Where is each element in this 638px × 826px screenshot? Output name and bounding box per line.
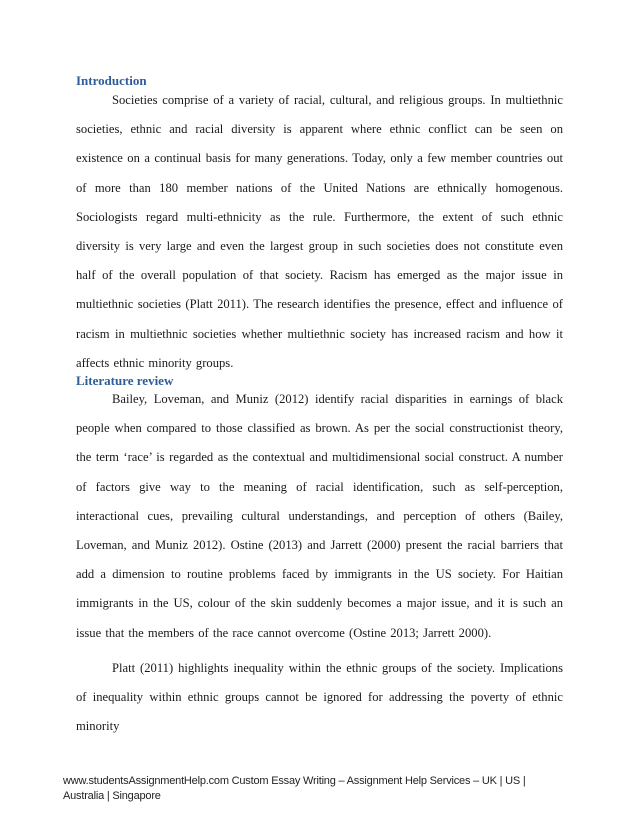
literature-review-paragraph-1: Bailey, Loveman, and Muniz (2012) identify racial disparities in earnings of black people when compared to those classified as brown. As per the social constructionist theory, the term ‘race’ is regarded as the contextual and multidimensional social construct. A number of factors give way to the meaning of racial identification, such as self-perception, interactional cues, prevailing cultural understandings, and perception of others (Bailey, Loveman, and Muniz 2012). Ostine (2013) and Jarrett (2000) present the racial barriers that add a dimension to routine problems faced by immigrants in the US society. For Haitian immigrants in the US, colour of the skin suddenly becomes a major issue, and it is such an issue that the members of the race cannot overcome (Ostine 2013; Jarrett 2000).	[76, 392, 563, 640]
introduction-paragraph: Societies comprise of a variety of racial, cultural, and religious groups. In multiethnic societies, ethnic and racial diversity is apparent where ethnic conflict can be seen on existence on a continual basis for many generations. Today, only a few member countries out of more than 180 member nations of the United Nations are ethnically homogenous. Sociologists regard multi-ethnicity as the rule. Furthermore, the extent of such ethnic diversity is very large and even the largest group in such societies does not constitute even half of the overall population of that society. Racism has emerged as the major issue in multiethnic societies (Platt 2011). The research identifies the presence, effect and influence of racism in multiethnic societies whether multiethnic society has increased racism and how it affects ethnic minority groups.	[76, 93, 563, 370]
literature-review-paragraph-2: Platt (2011) highlights inequality within the ethnic groups of the society. Implications of inequality within ethnic groups cannot be ignored for addressing the poverty of ethnic minority	[76, 661, 563, 734]
page-footer: www.studentsAssignmentHelp.com Custom Essay Writing – Assignment Help Services – UK | US | Australia | Singapore	[63, 775, 526, 802]
literature-review-heading: Literature review	[76, 373, 174, 388]
introduction-heading: Introduction	[76, 73, 147, 88]
